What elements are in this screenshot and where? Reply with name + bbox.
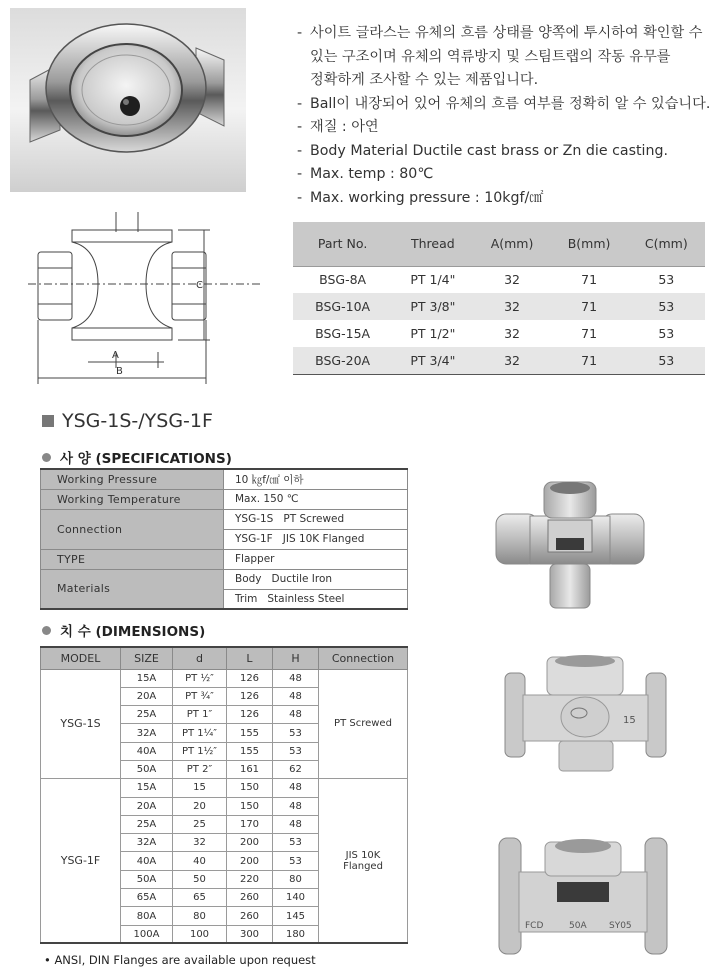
cell: 53 xyxy=(273,724,319,742)
col-b: B(mm) xyxy=(551,222,628,266)
bullet-item: - 사이트 글라스는 유체의 흐름 상태를 양쪽에 투시하여 확인할 수 있는 구조이며 유체의 역류방지 및 스팀트랩의 작동 유무를 정확하게 조사할 수 있는 제품입니다. xyxy=(297,22,722,93)
cell: 53 xyxy=(628,347,705,374)
dim-heading xyxy=(42,620,205,640)
cell: 80 xyxy=(173,907,227,925)
col-size: SIZE xyxy=(121,647,173,669)
cell: PT 1/4" xyxy=(410,272,456,288)
cell: 48 xyxy=(273,706,319,724)
spec-row xyxy=(41,489,408,509)
cell: 32 xyxy=(173,834,227,852)
bullet-text: Ball이 내장되어 있어 유체의 흐름 여부를 정확히 알 수 있습니다. xyxy=(310,95,711,112)
cell: PT ¾″ xyxy=(173,687,227,705)
cell: 50A xyxy=(121,870,173,888)
cell: 150 xyxy=(227,797,273,815)
cell: 32 xyxy=(474,347,551,374)
spec-row xyxy=(41,569,408,589)
cell: 145 xyxy=(273,907,319,925)
cell: 48 xyxy=(273,687,319,705)
bullet-text: Max. temp : 80℃ xyxy=(310,166,434,182)
cell: 48 xyxy=(273,669,319,687)
cell: 200 xyxy=(227,834,273,852)
cell: BSG-10A xyxy=(293,293,392,320)
bullet-item: - Body Material Ductile cast brass or Zn die casting. xyxy=(297,142,668,159)
cell: 200 xyxy=(227,852,273,870)
cell: PT 3/8" xyxy=(392,293,473,320)
cell: 100A xyxy=(121,925,173,943)
model-cell: YSG-1F xyxy=(41,779,121,944)
ysg-1f-photo xyxy=(503,655,668,780)
cell: 25 xyxy=(173,815,227,833)
spec-value xyxy=(224,569,408,589)
spec-row xyxy=(41,549,408,569)
cell: 32 xyxy=(504,326,520,341)
cell: 50 xyxy=(173,870,227,888)
spec-value: 10 ㎏f/㎠ 이하 xyxy=(224,469,408,489)
cell: 80A xyxy=(121,907,173,925)
bullet-text-cont: 있는 구조이며 유체의 역류방지 및 스팀트랩의 작동 유무를 xyxy=(310,48,671,65)
specifications-table xyxy=(40,468,408,610)
square-bullet-icon xyxy=(42,415,54,427)
cell: 155 xyxy=(227,724,273,742)
cell: 126 xyxy=(227,706,273,724)
col-l: L xyxy=(227,647,273,669)
spec-heading xyxy=(42,447,232,467)
spec-label: TYPE xyxy=(41,549,224,569)
col-model: MODEL xyxy=(41,647,121,669)
table-row xyxy=(293,347,705,374)
spec-value-part: YSG-1F xyxy=(235,533,273,545)
cell: PT ½″ xyxy=(173,669,227,687)
bullet-item: - Max. working pressure : 10kgf/㎠ xyxy=(297,189,544,206)
cell: 161 xyxy=(227,760,273,778)
col-h: H xyxy=(273,647,319,669)
cell: 150 xyxy=(227,779,273,797)
bullet-text: Body Material Ductile cast brass or Zn die casting. xyxy=(310,142,668,159)
circle-bullet-icon xyxy=(42,626,51,635)
col-thread: Thread xyxy=(392,222,473,266)
spec-value-part: Trim xyxy=(235,592,258,605)
spec-label: Working Pressure xyxy=(41,469,224,489)
section-title-text: YSG-1S-/YSG-1F xyxy=(62,410,213,432)
cast-mark-text: 50A xyxy=(569,921,587,931)
cell: 62 xyxy=(273,760,319,778)
intro-description xyxy=(297,22,722,210)
body-curve xyxy=(72,242,98,328)
bullet-item: - Max. temp : 80℃ xyxy=(297,166,434,182)
cell: 48 xyxy=(273,779,319,797)
cell: PT 1¼″ xyxy=(173,724,227,742)
cell: 32 xyxy=(504,272,520,288)
cell: PT 3/4" xyxy=(392,347,473,374)
table-header-row xyxy=(41,647,408,669)
cell: 71 xyxy=(551,293,628,320)
table-row xyxy=(293,320,705,347)
cell: 180 xyxy=(273,925,319,943)
cell: 155 xyxy=(227,742,273,760)
cell: 40A xyxy=(121,852,173,870)
ysg-1f-photo-2 xyxy=(497,828,669,963)
dim-label-b: B xyxy=(116,366,123,377)
spec-row xyxy=(41,509,408,529)
technical-drawing xyxy=(28,212,260,390)
spec-value-part: PT Screwed xyxy=(283,513,345,525)
cell: 170 xyxy=(227,815,273,833)
cell: 260 xyxy=(227,907,273,925)
cell: 40 xyxy=(173,852,227,870)
model-cell: YSG-1S xyxy=(41,669,121,779)
bullet-item: - Ball이 내장되어 있어 유체의 흐름 여부를 정확히 알 수 있습니다. xyxy=(297,95,711,112)
cast-mark-text: SY05 xyxy=(609,921,632,931)
spec-value: Max. 150 ℃ xyxy=(224,489,408,509)
cell: 300 xyxy=(227,925,273,943)
cell: 260 xyxy=(227,889,273,907)
cell: PT 2″ xyxy=(173,760,227,778)
table-row xyxy=(41,779,408,797)
connection-line: Flanged xyxy=(343,860,383,872)
circle-bullet-icon xyxy=(42,453,51,462)
spec-label: Working Temperature xyxy=(41,489,224,509)
spec-value-part: Body xyxy=(235,573,262,585)
spec-value-part: Ductile Iron xyxy=(271,573,333,585)
cell: 15A xyxy=(121,779,173,797)
col-connection: Connection xyxy=(319,647,408,669)
col-a: A(mm) xyxy=(474,222,551,266)
cell: 48 xyxy=(273,815,319,833)
outline xyxy=(72,328,172,340)
spec-value-part: YSG-1S xyxy=(235,513,274,525)
cell: 71 xyxy=(581,326,598,341)
cell: 32A xyxy=(121,834,173,852)
outline xyxy=(72,230,172,242)
bullet-text: Max. working pressure : 10kgf/㎠ xyxy=(310,189,544,206)
cell: 126 xyxy=(227,687,273,705)
cell: 53 xyxy=(273,742,319,760)
spec-heading-text: 사 양 (SPECIFICATIONS) xyxy=(60,451,232,467)
spec-value xyxy=(224,529,408,549)
cell: BSG-20A xyxy=(293,347,392,374)
bullet-text-cont: 정확하게 조사할 수 있는 제품입니다. xyxy=(310,72,539,88)
spec-value xyxy=(224,509,408,529)
sight-glass-photo xyxy=(10,8,246,192)
cell: 20A xyxy=(121,687,173,705)
footnote: • ANSI, DIN Flanges are available upon request xyxy=(44,953,316,967)
table-row xyxy=(41,669,408,687)
cell: PT 1/2" xyxy=(410,326,456,341)
cast-mark-text: FCD xyxy=(525,921,544,931)
table-header-row xyxy=(293,222,705,266)
spec-value-part: JIS 10K Flanged xyxy=(282,533,365,545)
table-row xyxy=(293,293,705,320)
cell: 220 xyxy=(227,870,273,888)
cell: 71 xyxy=(551,347,628,374)
col-c: C(mm) xyxy=(628,222,705,266)
cell: 25A xyxy=(121,815,173,833)
cell: 53 xyxy=(658,272,675,288)
cell: 65 xyxy=(173,889,227,907)
table-row xyxy=(293,266,705,293)
connection-cell xyxy=(319,779,408,944)
dim-label-a: A xyxy=(112,350,119,361)
flange-mark-text: 15 xyxy=(623,715,636,726)
cell: 32 xyxy=(474,293,551,320)
cell: 126 xyxy=(227,669,273,687)
dim-heading-text: 치 수 (DIMENSIONS) xyxy=(60,624,206,640)
col-part-no: Part No. xyxy=(293,222,392,266)
ysg-1s-photo xyxy=(490,480,650,615)
connection-cell: PT Screwed xyxy=(319,669,408,779)
hex-end-left xyxy=(38,252,72,320)
body-curve xyxy=(146,242,172,328)
spec-value-part: Stainless Steel xyxy=(267,592,345,605)
cell: 20A xyxy=(121,797,173,815)
bullet-item: - 재질 : 아연 xyxy=(297,119,379,135)
bullet-text: 사이트 글라스는 유체의 흐름 상태를 양쪽에 투시하여 확인할 수 xyxy=(310,25,703,41)
spec-value xyxy=(224,589,408,609)
section-title xyxy=(42,410,213,432)
cell: 53 xyxy=(273,852,319,870)
cell: 50A xyxy=(121,760,173,778)
connection-line: JIS 10K xyxy=(345,849,381,861)
cell: 32A xyxy=(121,724,173,742)
col-d: d xyxy=(173,647,227,669)
cell: 25A xyxy=(121,706,173,724)
cell: 40A xyxy=(121,742,173,760)
spec-value: Flapper xyxy=(224,549,408,569)
sight-glass-illustration xyxy=(10,8,246,192)
cell: PT 1″ xyxy=(173,706,227,724)
cell: 48 xyxy=(273,797,319,815)
cell: 100 xyxy=(173,925,227,943)
spec-label: Materials xyxy=(41,569,224,609)
cell: 53 xyxy=(273,834,319,852)
spec-row xyxy=(41,469,408,489)
cell: BSG-8A xyxy=(319,272,367,288)
cell: 140 xyxy=(273,889,319,907)
cell: 71 xyxy=(581,272,598,288)
dim-label-c: C xyxy=(196,280,203,291)
bullet-text: 재질 : 아연 xyxy=(310,119,379,135)
bsg-spec-table xyxy=(293,222,705,375)
cell: 15 xyxy=(173,779,227,797)
cell: 53 xyxy=(658,326,675,341)
cell: 65A xyxy=(121,889,173,907)
cell: 80 xyxy=(273,870,319,888)
cell: 15A xyxy=(121,669,173,687)
cell: 53 xyxy=(628,293,705,320)
spec-label: Connection xyxy=(41,509,224,549)
cell: PT 1½″ xyxy=(173,742,227,760)
cell: 20 xyxy=(173,797,227,815)
cell: BSG-15A xyxy=(315,326,371,341)
dimensions-table xyxy=(40,646,408,944)
